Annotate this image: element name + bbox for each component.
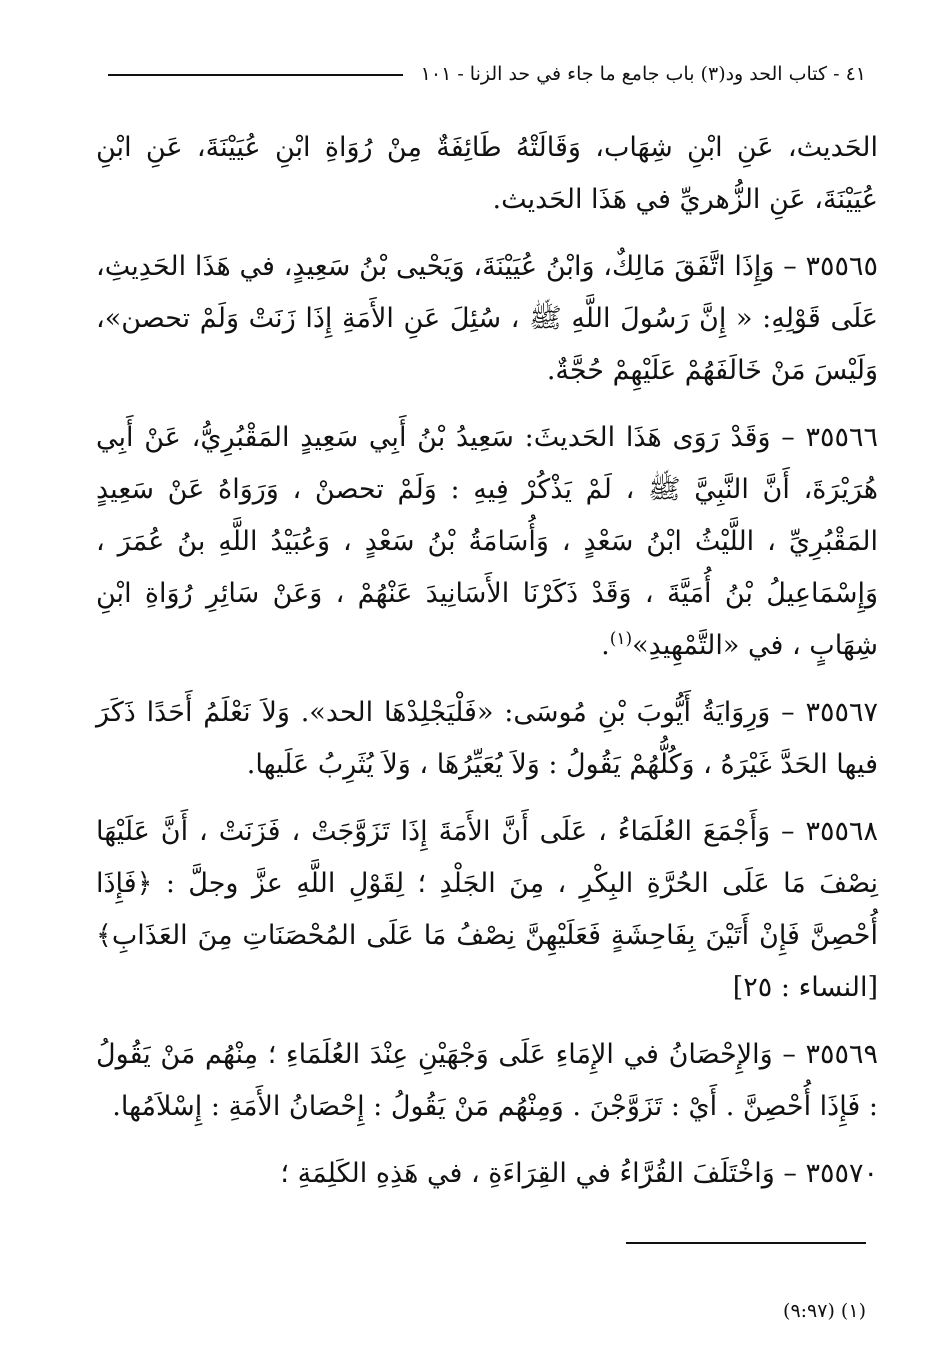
paragraph-dash: – [781, 697, 795, 728]
paragraph-dash: – [782, 1039, 796, 1070]
main-text [96, 122, 878, 1215]
paragraph-text: وَإِذَا اتَّفَقَ مَالِكٌ، وَابْنُ عُيَيْنَةَ، وَيَحْيى بْنُ سَعِيدٍ، في هَذَا الحَدِيثِ، عَلَى قَوْلِهِ: « إِنَّ رَسُولَ اللَّهِ ﷺ ، سُئِلَ عَنِ الأَمَةِ إِذَا زَنَتْ وَلَمْ تحصن»، وَلَيْسَ مَنْ خَالَفَهُمْ عَلَيْهِمْ حُجَّةٌ. [96, 251, 878, 386]
paragraph-number: ٣٥٥٦٧ [805, 697, 878, 728]
paragraph-35570 [96, 1148, 878, 1200]
paragraph-number: ٣٥٥٦٥ [805, 251, 878, 282]
paragraph-text: وَالإِحْصَانُ في الإِمَاءِ عَلَى وَجْهَيْنِ عِنْدَ العُلَمَاءِ ؛ مِنْهُم مَنْ يَقُولُ : فَإِذَا أُحْصِنَّ . أَيْ : تَزَوَّجْنَ . وَمِنْهُم مَنْ يَقُولُ : إِحْصَانُ الأَمَةِ : إِسْلاَمُها. [96, 1039, 878, 1122]
paragraph-number: ٣٥٥٦٦ [805, 422, 878, 453]
paragraph-35568 [96, 806, 878, 1014]
paragraph-35565 [96, 241, 878, 397]
paragraph-continuation [96, 122, 878, 226]
paragraph-dash: – [783, 1158, 797, 1189]
paragraph-dash: – [781, 816, 795, 847]
paragraph-35566 [96, 412, 878, 672]
running-title: ٤١ - كتاب الحد ود(٣) باب جامع ما جاء في حد الزنا - ١٠١ [420, 63, 866, 85]
paragraph-text: وَرِوَايَةُ أَيُّوبَ بْنِ مُوسَى: «فَلْيَجْلِدْهَا الحد». وَلاَ نَعْلَمُ أَحَدًا ذَكَرَ فيها الحَدَّ غَيْرَهُ ، وَكُلُّهُمْ يَقُولُ : وَلاَ يُعَيِّرُهَا ، وَلاَ يُثَرِبُ عَلَيها. [96, 697, 878, 780]
paragraph-tail: . [601, 630, 610, 661]
paragraph-text: وَقَدْ رَوَى هَذَا الحَديثَ: سَعِيدُ بْنُ أَبِي سَعِيدٍ المَقْبُرِيُّ، عَنْ أَبِي هُرَيْرَةَ، أَنَّ النَّبِيَّ ﷺ ، لَمْ يَذْكُرْ فِيهِ : وَلَمْ تحصنْ ، وَرَوَاهُ عَنْ سَعِيدٍ المَقْبُرِيِّ ، اللَّيْثُ ابْنُ سَعْدٍ ، وَأُسَامَةُ بْنُ سَعْدٍ ، وَعُبَيْدُ اللَّهِ بنُ عُمَرَ ، وَإِسْمَاعِيلُ بْنُ أُمَيَّةَ ، وَقَدْ ذَكَرْنَا الأَسَانِيدَ عَنْهُمْ ، وَعَنْ سَائِرِ رُوَاةِ ابْنِ شِهَابٍ ، في «التَّمْهِيدِ» [96, 422, 878, 661]
footnote: (١) (٩:٩٧) [783, 1300, 866, 1322]
footnote-rule [626, 1242, 866, 1244]
paragraph-dash: – [781, 422, 795, 453]
paragraph-number: ٣٥٥٧٠ [805, 1158, 878, 1189]
footnote-reference[interactable]: (١) [609, 629, 633, 649]
paragraph-text: وَأَجْمَعَ العُلَمَاءُ ، عَلَى أَنَّ الأَمَةَ إِذَا تَزَوَّجَتْ ، فَزَنَتْ ، أَنَّ عَلَيْهَا نِصْفَ مَا عَلَى الحُرَّةِ البِكْرِ ، مِنَ الجَلْدِ ؛ لِقَوْلِ اللَّهِ عزَّ وجلَّ : ﴿فَإِذَا أُحْصِنَّ فَإِنْ أَتَيْنَ بِفَاحِشَةٍ فَعَلَيْهِنَّ نِصْفُ مَا عَلَى المُحْصَنَاتِ مِنَ العَذَابِ﴾[النساء : ٢٥] [96, 816, 878, 1003]
paragraph-35569 [96, 1029, 878, 1133]
paragraph-number: ٣٥٥٦٨ [805, 816, 878, 847]
paragraph-number: ٣٥٥٦٩ [805, 1039, 879, 1070]
paragraph-dash: – [783, 251, 797, 282]
paragraph-text: الحَديث، عَنِ ابْنِ شِهَاب، وَقَالَتْهُ طَائِفَةٌ مِنْ رُوَاةِ ابْنِ عُيَيْنَةَ، عَنِ ابْنِ عُيَيْنَةَ، عَنِ الزُّهريِّ في هَذَا الحَديث. [96, 132, 878, 215]
header-rule [108, 74, 403, 76]
running-header [108, 56, 866, 92]
paragraph-35567 [96, 687, 878, 791]
paragraph-text: وَاخْتَلَفَ القُرَّاءُ في القِرَاءَةِ ، في هَذِهِ الكَلِمَةِ ؛ [280, 1158, 775, 1189]
